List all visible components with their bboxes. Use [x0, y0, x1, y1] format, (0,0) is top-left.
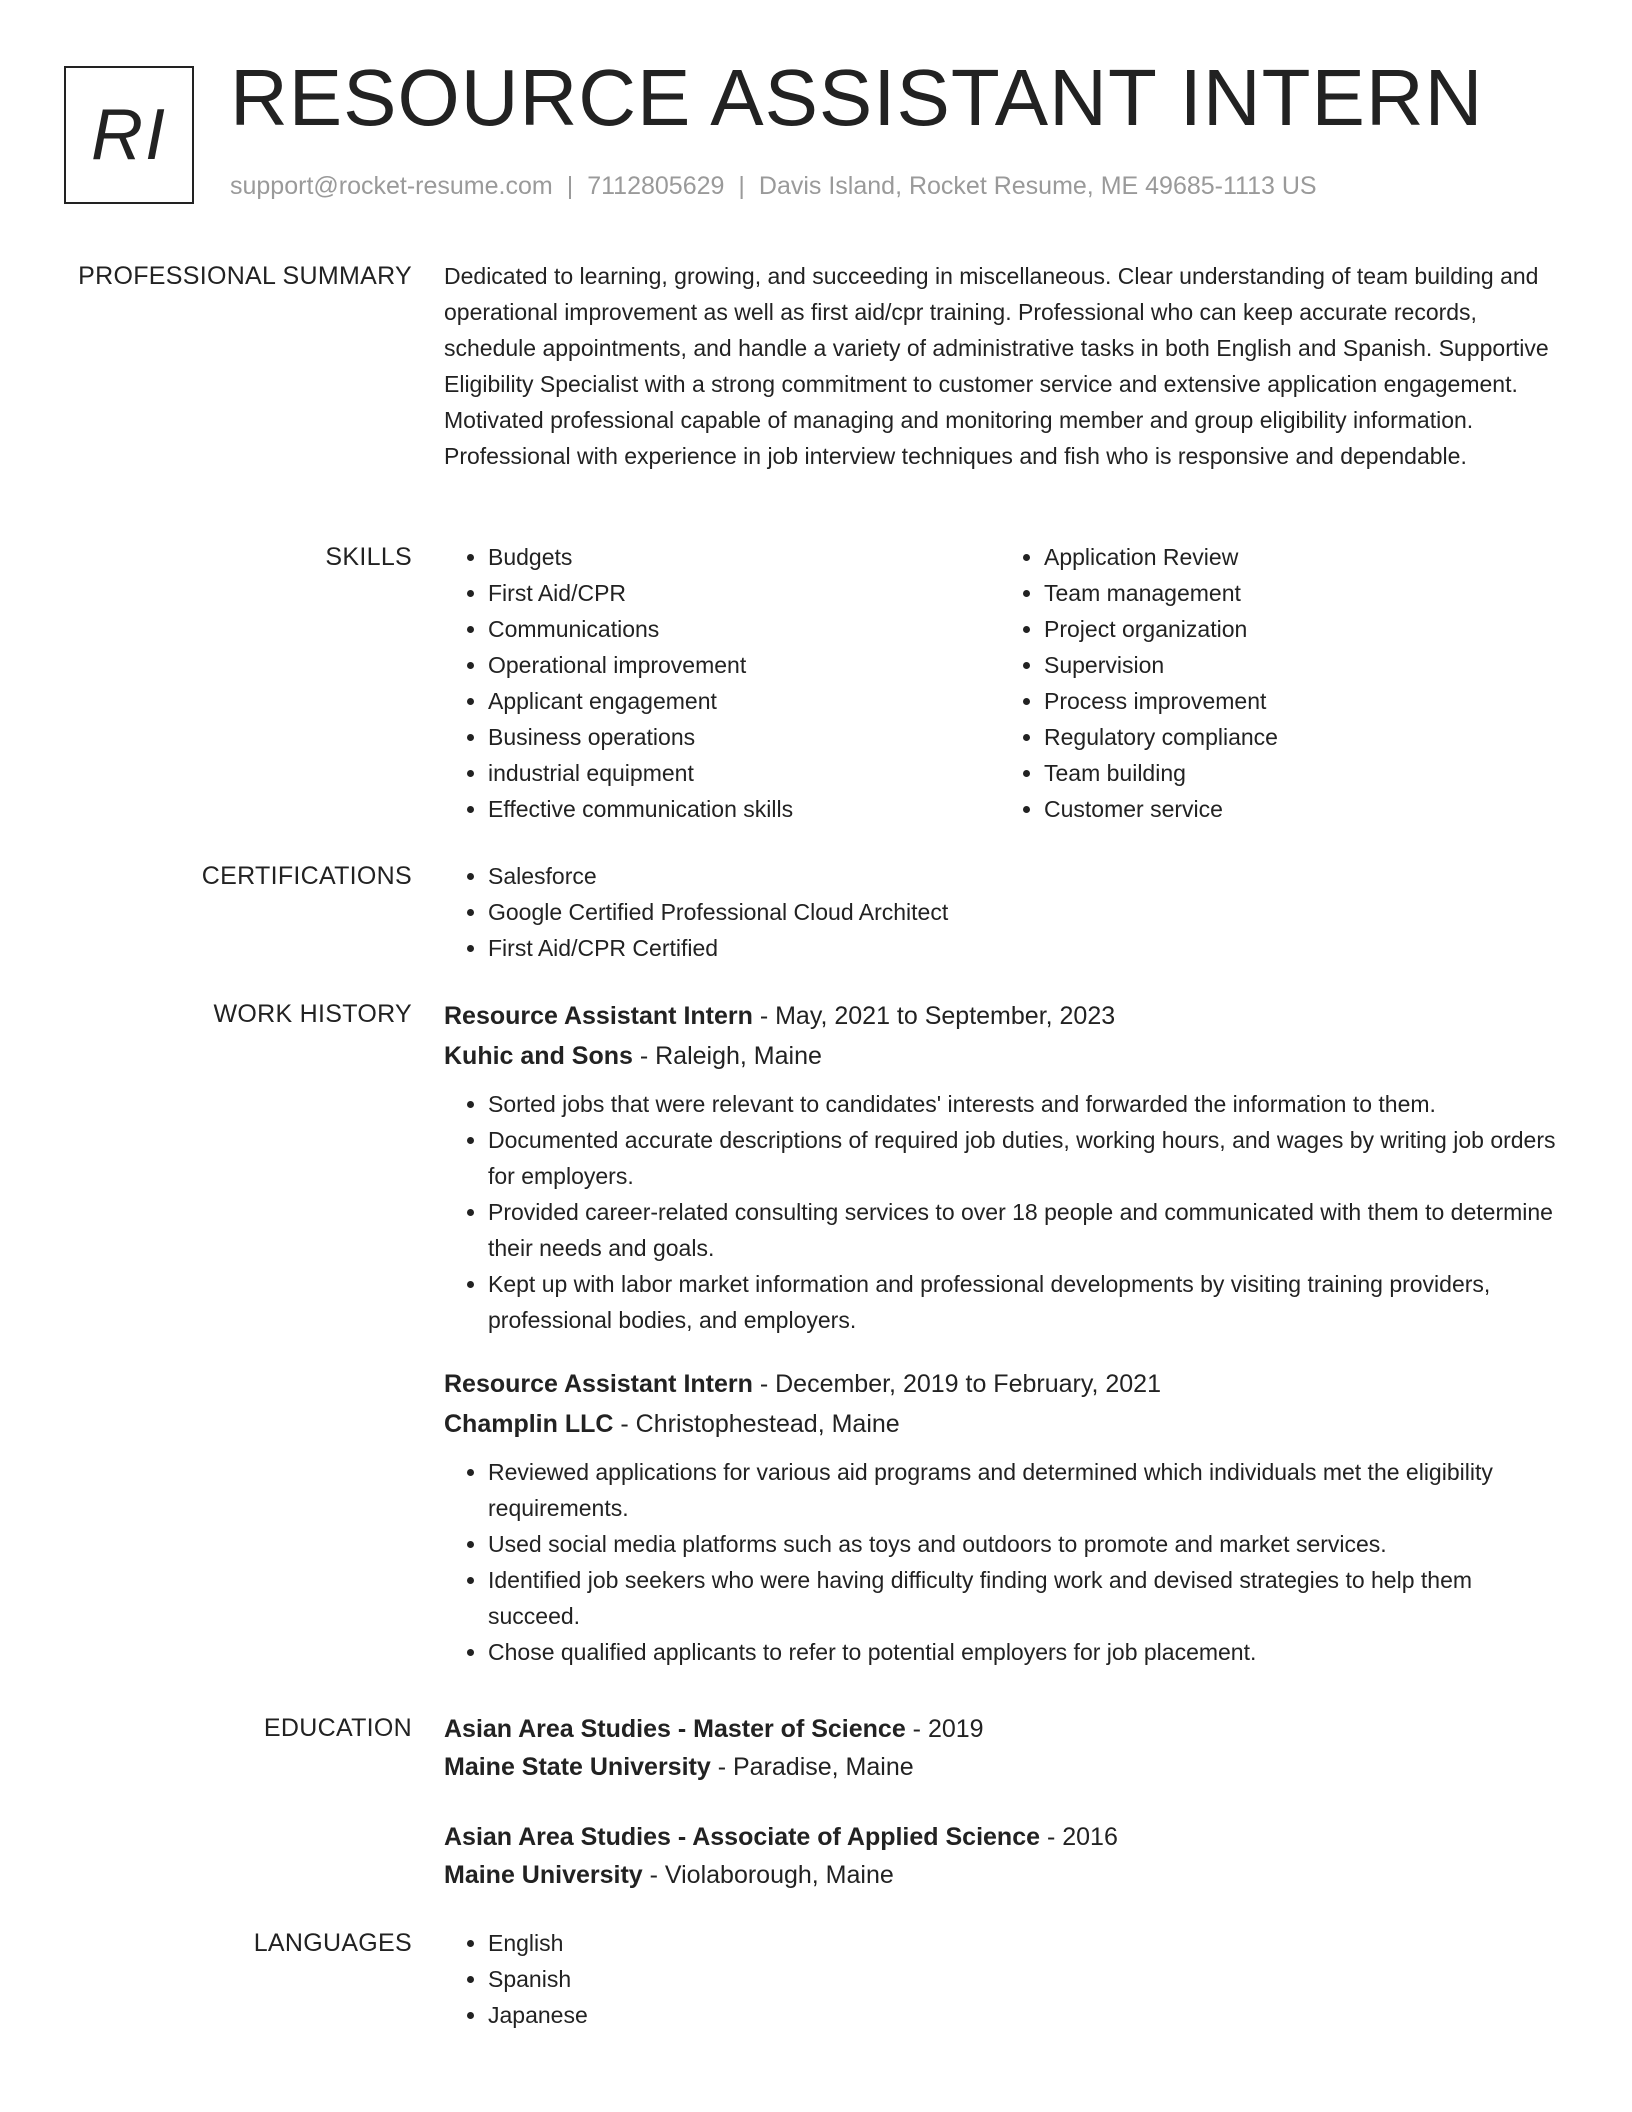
skill-item: • industrial equipment [488, 755, 1000, 791]
skill-item: • Application Review [1044, 539, 1556, 575]
education-school-line [444, 1748, 1556, 1786]
section-label-summary: PROFESSIONAL SUMMARY [78, 262, 412, 290]
skill-item: • Applicant engagement [488, 683, 1000, 719]
job-duty: • Provided career-related consulting services to over 18 people and communicated with them to determine their needs and goals. [488, 1194, 1556, 1266]
languages-list [444, 1925, 1556, 2033]
languages-body [444, 1925, 1556, 2033]
job-title-line [444, 1364, 1556, 1404]
job-duty: • Sorted jobs that were relevant to candidates' interests and forwarded the information to them. [488, 1086, 1556, 1122]
job-duty: • Reviewed applications for various aid programs and determined which individuals met the eligibility requirements. [488, 1454, 1556, 1526]
skill-item: • Team management [1044, 575, 1556, 611]
certification-item: • Google Certified Professional Cloud Architect [488, 894, 1556, 930]
job-dates: - May, 2021 to September, 2023 [752, 1002, 1116, 1030]
section-label-certifications: CERTIFICATIONS [201, 862, 412, 890]
skill-item: • Operational improvement [488, 647, 1000, 683]
language-item: • Spanish [488, 1961, 1556, 1997]
skill-item: • Project organization [1044, 611, 1556, 647]
work-history-body [444, 996, 1556, 1670]
job-duty: • Identified job seekers who were having difficulty finding work and devised strategies to help them succeed. [488, 1562, 1556, 1634]
job-title: Resource Assistant Intern [444, 1370, 753, 1398]
job-company: Kuhic and Sons [444, 1042, 633, 1070]
skills-body [444, 539, 1556, 827]
job-location: - Christophestead, Maine [613, 1410, 900, 1438]
section-label-skills: SKILLS [325, 543, 412, 571]
contact-separator: | [566, 172, 574, 200]
contact-email: support@rocket-resume.com [230, 172, 553, 200]
candidate-name: RESOURCE ASSISTANT INTERN [230, 53, 1484, 142]
education-year: - 2019 [905, 1715, 984, 1743]
skill-item: • Communications [488, 611, 1000, 647]
monogram-badge: RI [64, 66, 194, 204]
education-entry [444, 1818, 1556, 1894]
education-degree-line [444, 1818, 1556, 1856]
certification-item: • Salesforce [488, 858, 1556, 894]
section-label-education: EDUCATION [263, 1714, 412, 1742]
contact-line [230, 172, 1317, 201]
job-entry [444, 996, 1556, 1338]
education-location: - Paradise, Maine [710, 1753, 914, 1781]
education-body [444, 1710, 1556, 1894]
skills-list-left [444, 539, 1000, 827]
job-duties-list [444, 1086, 1556, 1338]
contact-phone: 7112805629 [587, 172, 725, 200]
skill-item: • Regulatory compliance [1044, 719, 1556, 755]
skill-item: • Business operations [488, 719, 1000, 755]
language-item: • Japanese [488, 1997, 1556, 2033]
contact-address: Davis Island, Rocket Resume, ME 49685-1113 US [758, 172, 1317, 200]
skills-list-right [1000, 539, 1556, 827]
job-duty: • Documented accurate descriptions of required job duties, working hours, and wages by writing job orders for employers. [488, 1122, 1556, 1194]
education-school-line [444, 1856, 1556, 1894]
section-label-work-history: WORK HISTORY [213, 1000, 412, 1028]
job-company-line [444, 1036, 1556, 1076]
education-location: - Violaborough, Maine [642, 1861, 894, 1889]
job-duty: • Used social media platforms such as toys and outdoors to promote and market services. [488, 1526, 1556, 1562]
certifications-body [444, 858, 1556, 966]
job-duties-list [444, 1454, 1556, 1670]
education-school: Maine University [444, 1861, 643, 1889]
contact-separator: | [738, 172, 745, 200]
education-year: - 2016 [1040, 1823, 1118, 1851]
summary-text: Dedicated to learning, growing, and succeeding in miscellaneous. Clear understanding of team building and operational improvement as well as first aid/cpr training. Professional who can keep accurate records, schedule appointments, and handle a variety of administrative tasks in both English and Spanish. Supportive Eligibility Specialist with a strong commitment to customer service and extensive application engagement. Motivated professional capable of managing and monitoring member and group eligibility information. Professional with experience in job interview techniques and fish who is responsive and dependable. [444, 263, 1549, 469]
skill-item: • Process improvement [1044, 683, 1556, 719]
skill-item: • Team building [1044, 755, 1556, 791]
job-location: - Raleigh, Maine [632, 1042, 822, 1070]
skill-item: • Supervision [1044, 647, 1556, 683]
job-duty: • Kept up with labor market information and professional developments by visiting training providers, professional bodies, and employers. [488, 1266, 1556, 1338]
job-entry [444, 1364, 1556, 1670]
skill-item: • First Aid/CPR [488, 575, 1000, 611]
certifications-list [444, 858, 1556, 966]
job-duty: • Chose qualified applicants to refer to potential employers for job placement. [488, 1634, 1556, 1670]
section-label-languages: LANGUAGES [253, 1929, 412, 1957]
job-title: Resource Assistant Intern [444, 1002, 753, 1030]
skill-item: • Budgets [488, 539, 1000, 575]
summary-body [444, 258, 1556, 474]
education-school: Maine State University [444, 1753, 711, 1781]
job-dates: - December, 2019 to February, 2021 [752, 1370, 1161, 1398]
skill-item: • Customer service [1044, 791, 1556, 827]
skill-item: • Effective communication skills [488, 791, 1000, 827]
education-degree: Asian Area Studies - Master of Science [444, 1715, 906, 1743]
education-degree-line [444, 1710, 1556, 1748]
job-company: Champlin LLC [444, 1410, 614, 1438]
job-title-line [444, 996, 1556, 1036]
education-degree: Asian Area Studies - Associate of Applied Science [444, 1823, 1041, 1851]
job-company-line [444, 1404, 1556, 1444]
certification-item: • First Aid/CPR Certified [488, 930, 1556, 966]
language-item: • English [488, 1925, 1556, 1961]
education-entry [444, 1710, 1556, 1786]
